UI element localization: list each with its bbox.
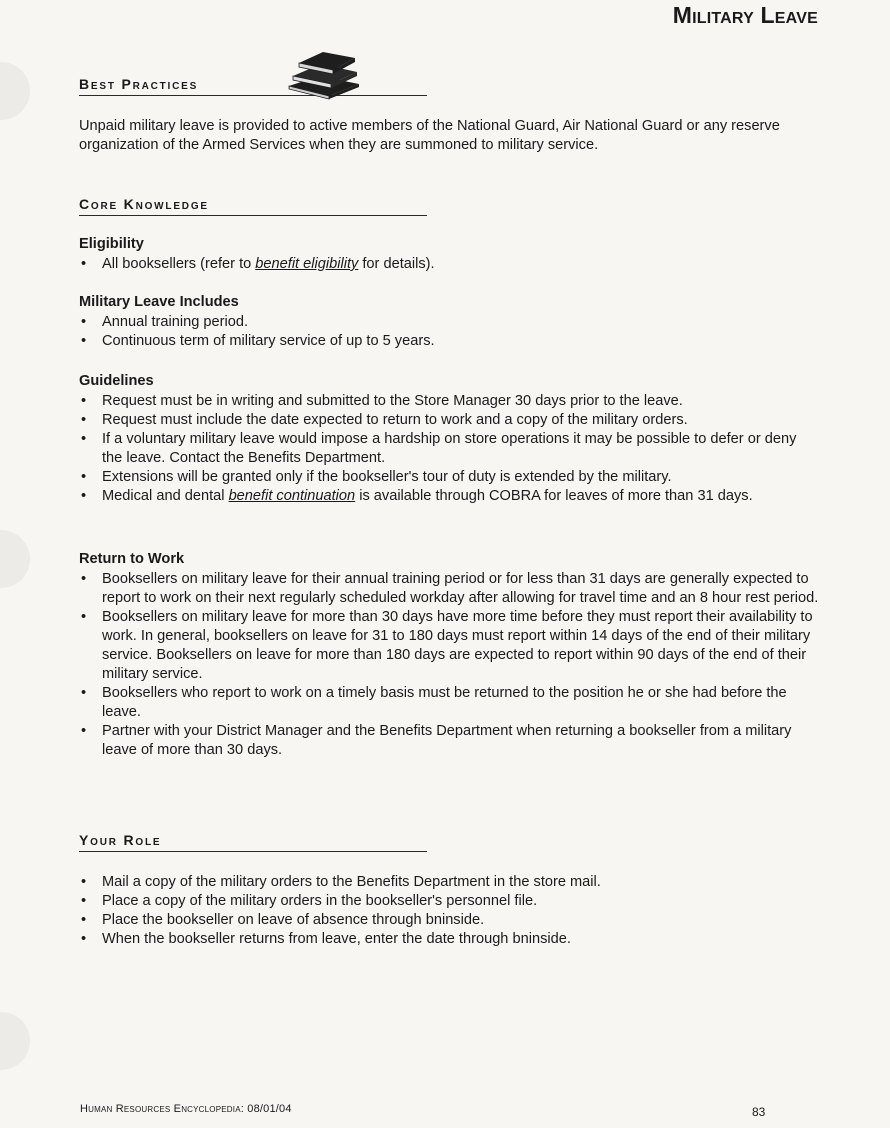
list-item: • Partner with your District Manager and the Benefits Department when returning a bookseller from a military leave of more than 30 days. <box>79 722 819 760</box>
list-item: • Request must include the date expected to return to work and a copy of the military orders. <box>79 411 819 430</box>
includes-list <box>79 313 819 351</box>
punch-hole <box>0 1012 30 1070</box>
list-item: • If a voluntary military leave would impose a hardship on store operations it may be possible to defer or deny the leave. Contact the Benefits Department. <box>79 430 819 468</box>
list-item: • Booksellers on military leave for their annual training period or for less than 31 days are generally expected to report to work on their next regularly scheduled workday after allowing for travel time and an 8 hour rest period. <box>79 570 819 608</box>
list-item-text: Medical and dental <box>102 488 229 504</box>
list-item: • Extensions will be granted only if the bookseller's tour of duty is extended by the military. <box>79 468 819 487</box>
includes-title: Military Leave Includes <box>79 294 239 310</box>
list-item: • Booksellers who report to work on a timely basis must be returned to the position he or she had before the leave. <box>79 684 819 722</box>
eligibility-title: Eligibility <box>79 236 144 252</box>
list-item: • When the bookseller returns from leave, enter the date through bninside. <box>79 930 819 949</box>
list-item: • Request must be in writing and submitted to the Store Manager 30 days prior to the leave. <box>79 392 819 411</box>
footer-title: Human Resources Encyclopedia: 08/01/04 <box>80 1103 292 1115</box>
benefit-eligibility-link[interactable]: benefit eligibility <box>255 256 359 272</box>
return-to-work-title: Return to Work <box>79 551 185 567</box>
list-item: • Place a copy of the military orders in the bookseller's personnel file. <box>79 892 819 911</box>
list-item: • Continuous term of military service of up to 5 years. <box>79 332 819 351</box>
return-to-work-list <box>79 570 819 760</box>
guidelines-list <box>79 392 819 506</box>
list-item-text: for details). <box>358 256 435 272</box>
your-role-heading: Your Role <box>79 832 427 852</box>
list-item-text: is available through COBRA for leaves of more than 31 days. <box>355 488 753 504</box>
books-icon <box>285 50 365 100</box>
list-item: • Booksellers on military leave for more than 30 days have more time before they must report their availability to work. In general, booksellers on leave for 31 to 180 days must report within 14 days of the end of their military service. Booksellers on leave for more than 180 days are expected to report within 90 days of the end of their military service. <box>79 608 819 684</box>
list-item: • Mail a copy of the military orders to the Benefits Department in the store mail. <box>79 873 819 892</box>
best-practices-heading: Best Practices <box>79 76 427 96</box>
guidelines-title: Guidelines <box>79 373 154 389</box>
your-role-list <box>79 873 819 949</box>
best-practices-text: Unpaid military leave is provided to active members of the National Guard, Air National Guard or any reserve organization of the Armed Services when they are summoned to military service. <box>79 118 780 153</box>
page-title: Military Leave <box>672 2 818 28</box>
core-knowledge-heading: Core Knowledge <box>79 196 427 216</box>
punch-hole <box>0 530 30 588</box>
list-item <box>79 487 819 506</box>
eligibility-list <box>79 255 819 274</box>
list-item: • Annual training period. <box>79 313 819 332</box>
benefit-continuation-link[interactable]: benefit continuation <box>228 488 356 504</box>
list-item: • Place the bookseller on leave of absence through bninside. <box>79 911 819 930</box>
list-item <box>79 255 819 274</box>
punch-hole <box>0 62 30 120</box>
page-number: 83 <box>752 1105 766 1119</box>
list-item-text: All booksellers (refer to <box>102 256 256 272</box>
